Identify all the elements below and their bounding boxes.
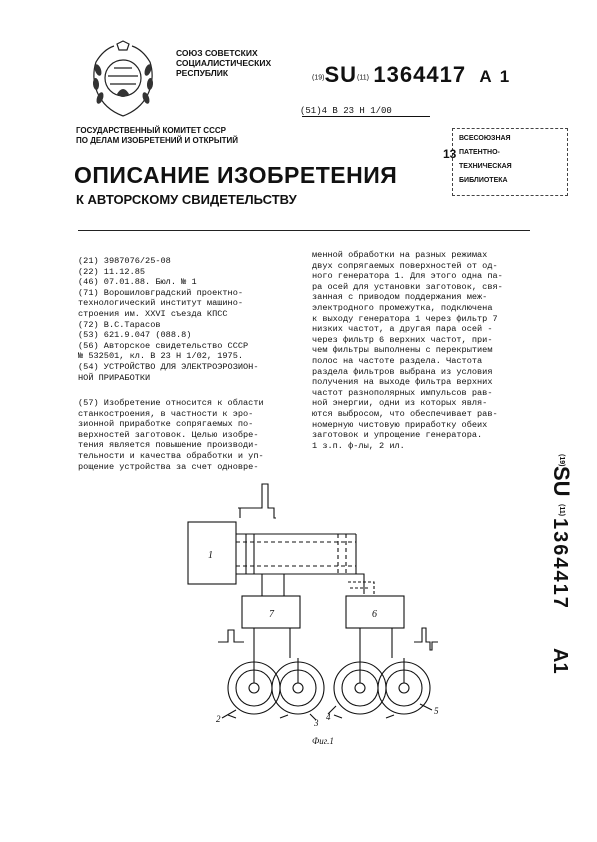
callout-3: 3 — [314, 718, 319, 728]
abstract-line: 1 з.п. ф-лы, 2 ил. — [312, 440, 405, 451]
abstract-line: полос на частоте раздела. Частота — [312, 355, 483, 366]
committee-line: ПО ДЕЛАМ ИЗОБРЕТЕНИЙ И ОТКРЫТИЙ — [76, 136, 239, 145]
biblio-line: НОЙ ПРИРАБОТКИ — [78, 372, 151, 383]
filter-7-label: 7 — [269, 609, 274, 620]
document-subtitle: К АВТОРСКОМУ СВИДЕТЕЛЬСТВУ — [76, 192, 297, 207]
stamp-line: ВСЕСОЮЗНАЯ — [459, 135, 511, 142]
biblio-line: (46) 07.01.88. Бюл. № 1 — [78, 277, 197, 288]
abstract-line: раздела фильтров выбрана из условия — [312, 366, 493, 377]
patent-number-line — [312, 62, 511, 88]
abstract-line: частот разнополярных импульсов рав- — [312, 387, 493, 398]
patent-number: 1364417 — [373, 62, 467, 87]
biblio-line: (53) 621.9.047 (088.8) — [78, 330, 192, 341]
stamp-mark: 13 — [443, 147, 457, 161]
abstract-line: ного генератора 1. Для этого одна па- — [312, 271, 503, 282]
stamp-line: ТЕХНИЧЕСКАЯ — [459, 163, 512, 170]
abstract-line: ной энергии, одни из которых явля- — [312, 398, 488, 409]
bus-lines — [236, 534, 356, 574]
abstract-line: заготовок и упрощение генератора. — [312, 430, 483, 441]
side-code-19: (19) — [558, 454, 565, 467]
biblio-line: (72) В.С.Тарасов — [78, 319, 161, 330]
abstract-line: через фильтр 6 верхних частот, при- — [312, 334, 493, 345]
biblio-line: № 532501, кл. В 23 Н 1/02, 1975. — [78, 351, 244, 362]
ussr-emblem — [84, 40, 162, 120]
abstract-line: занная с приводом поддержания меж- — [312, 292, 488, 303]
callout-4: 4 — [326, 712, 331, 722]
biblio-line: (21) 3987076/25-08 — [78, 256, 171, 266]
union-name — [176, 48, 271, 78]
library-stamp — [443, 128, 568, 196]
abstract-right — [312, 250, 537, 451]
pulse-waveform-top — [238, 484, 276, 518]
generator-label: 1 — [208, 550, 213, 561]
biblio-line: (71) Ворошиловградский проектно- — [78, 287, 244, 298]
figure-caption: Фиг.1 — [312, 736, 334, 746]
abstract-line: чем фильтры выполнены с перекрытием — [312, 345, 493, 356]
abstract-line: ются выбросом, что обеспечивает рав- — [312, 408, 498, 419]
title-rule — [78, 230, 530, 231]
biblio-line: технологический институт машино- — [78, 298, 244, 309]
country-code: SU — [324, 62, 358, 87]
side-country: SU — [549, 466, 574, 497]
side-kind: A1 — [549, 648, 571, 674]
workpiece-wheels — [228, 658, 430, 714]
kind-code: A 1 — [479, 67, 512, 86]
abstract-left — [78, 398, 301, 472]
filter-7-inputs — [262, 574, 284, 596]
abstract-line: тения является повышение производи- — [78, 440, 259, 451]
side-code-11: (11) — [558, 504, 565, 517]
union-name-line: СОЦИАЛИСТИЧЕСКИХ — [176, 58, 272, 68]
filter-6-label: 6 — [372, 609, 377, 620]
abstract-line: к выходу генератора 1 через фильтр 7 — [312, 313, 498, 324]
bus-dashed-vertical — [338, 534, 346, 574]
filter-6-inputs — [348, 582, 374, 596]
abstract-line: тельности и качества обработки и уп- — [78, 450, 264, 461]
committee — [76, 126, 238, 146]
biblio-line: (56) Авторское свидетельство СССР — [78, 340, 249, 351]
side-number: 1364417 — [549, 518, 571, 610]
abstract-line: номерную чистовую приработку обеих — [312, 419, 488, 430]
abstract-line: зионной приработке сопрягаемых по- — [78, 419, 254, 430]
code-19: (19) — [312, 74, 325, 82]
figure-1 — [180, 478, 470, 748]
abstract-line: двух сопрягаемых поверхностей от од- — [312, 260, 498, 271]
abstract-line: низких частот, а другая пара осей - — [312, 324, 493, 335]
filter-outputs — [254, 628, 392, 658]
ipc-class: (51)4 В 23 Н 1/00 — [300, 106, 392, 116]
abstract-line: электродного промежутка, подключена — [312, 302, 493, 313]
abstract-line: (57) Изобретение относится к области — [78, 398, 264, 408]
pulse-waveform-left — [218, 630, 244, 642]
callout-2: 2 — [216, 714, 221, 724]
biblio-line: строения им. XXVI съезда КПСС — [78, 308, 228, 319]
stamp-line: БИБЛИОТЕКА — [459, 177, 508, 184]
code-11: (11) — [357, 74, 369, 82]
abstract-line: рощение устройства за счет одновре- — [78, 461, 259, 472]
side-patent-number — [546, 452, 586, 722]
union-name-line: СОЮЗ СОВЕТСКИХ — [176, 48, 258, 58]
abstract-line: получения на выходе фильтра верхних — [312, 377, 493, 388]
callout-5: 5 — [434, 706, 439, 716]
biblio-line: (22) 11.12.85 — [78, 266, 146, 277]
committee-line: ГОСУДАРСТВЕННЫЙ КОМИТЕТ СССР — [76, 126, 226, 135]
abstract-line: менной обработки на разных режимах — [312, 250, 488, 260]
abstract-line: ра осей для установки заготовок, свя- — [312, 281, 503, 292]
stamp-line: ПАТЕНТНО- — [459, 149, 500, 156]
ipc-underline — [302, 116, 430, 117]
bus-right-connector — [356, 534, 364, 594]
bibliographic-data — [78, 256, 303, 383]
biblio-line: (54) УСТРОЙСТВО ДЛЯ ЭЛЕКТРОЭРОЗИОН- — [78, 361, 259, 372]
abstract-line: верхностей заготовок. Целью изобре- — [78, 429, 259, 440]
union-name-line: РЕСПУБЛИК — [176, 68, 229, 78]
abstract-line: станкостроения, в частности к эро- — [78, 408, 254, 419]
pulse-waveform-right — [414, 628, 438, 650]
document-title: ОПИСАНИЕ ИЗОБРЕТЕНИЯ — [74, 162, 398, 188]
